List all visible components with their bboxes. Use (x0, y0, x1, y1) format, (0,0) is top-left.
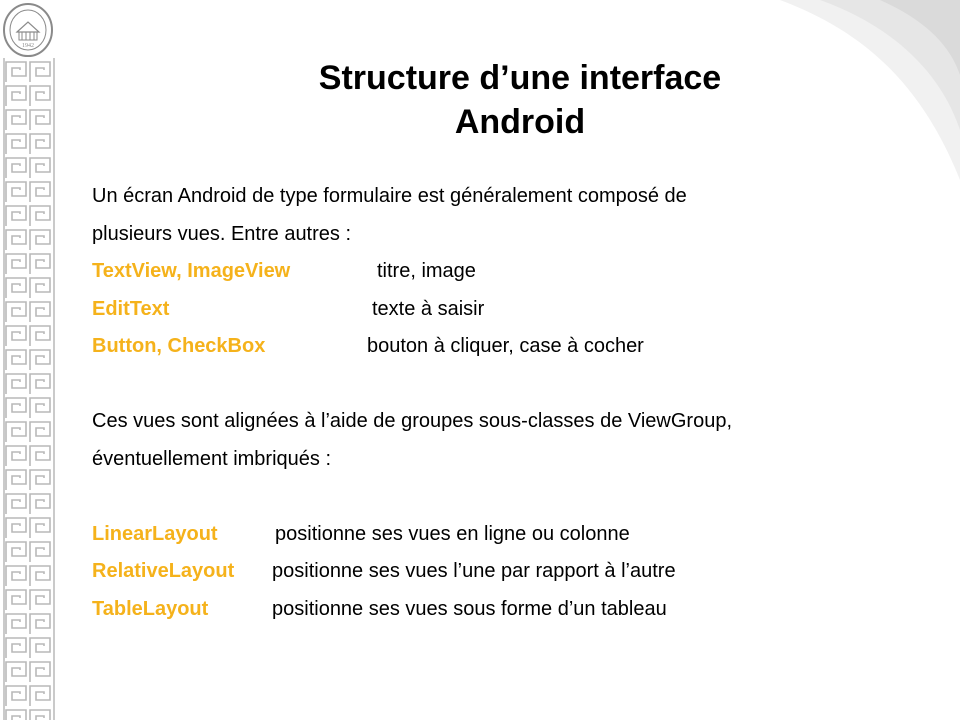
view-description: bouton à cliquer, case à cocher (367, 335, 644, 357)
slide-body (92, 178, 932, 628)
spacer (92, 478, 932, 516)
layout-keyword: RelativeLayout (92, 560, 235, 582)
view-keyword: TextView, ImageView (92, 260, 291, 282)
view-keyword: Button, CheckBox (92, 335, 266, 357)
layout-row (92, 553, 932, 591)
view-description: texte à saisir (372, 297, 485, 320)
layout-description: positionne ses vues en ligne ou colonne (275, 522, 630, 545)
svg-text:1942: 1942 (22, 43, 34, 49)
view-row (92, 291, 932, 329)
view-keyword: EditText (92, 297, 170, 320)
title-line-2: Android (454, 103, 586, 141)
spacer (92, 366, 932, 404)
layout-description: positionne ses vues l’une par rapport à l’autre (272, 560, 676, 582)
layout-row (92, 516, 932, 554)
layout-description: positionne ses vues sous forme d’un tableau (272, 597, 667, 620)
layout-keyword: LinearLayout (92, 522, 218, 545)
intro-line-1: Un écran Android de type formulaire est généralement composé de (92, 185, 687, 207)
layout-keyword: TableLayout (92, 597, 209, 620)
slide-title (80, 56, 960, 144)
view-row (92, 253, 932, 291)
layout-row (92, 591, 932, 629)
view-description: titre, image (377, 260, 476, 282)
decorative-border (0, 0, 58, 720)
university-seal-icon (2, 2, 54, 58)
title-line-1: Structure d’une interface (318, 59, 722, 97)
intro-line-2: plusieurs vues. Entre autres : (92, 222, 352, 245)
groups-intro-line-2: éventuellement imbriqués : (92, 447, 332, 470)
view-row (92, 328, 932, 366)
groups-intro-line-1: Ces vues sont alignées à l’aide de groupes sous-classes de ViewGroup, (92, 410, 732, 432)
greek-key-pattern (0, 0, 58, 720)
